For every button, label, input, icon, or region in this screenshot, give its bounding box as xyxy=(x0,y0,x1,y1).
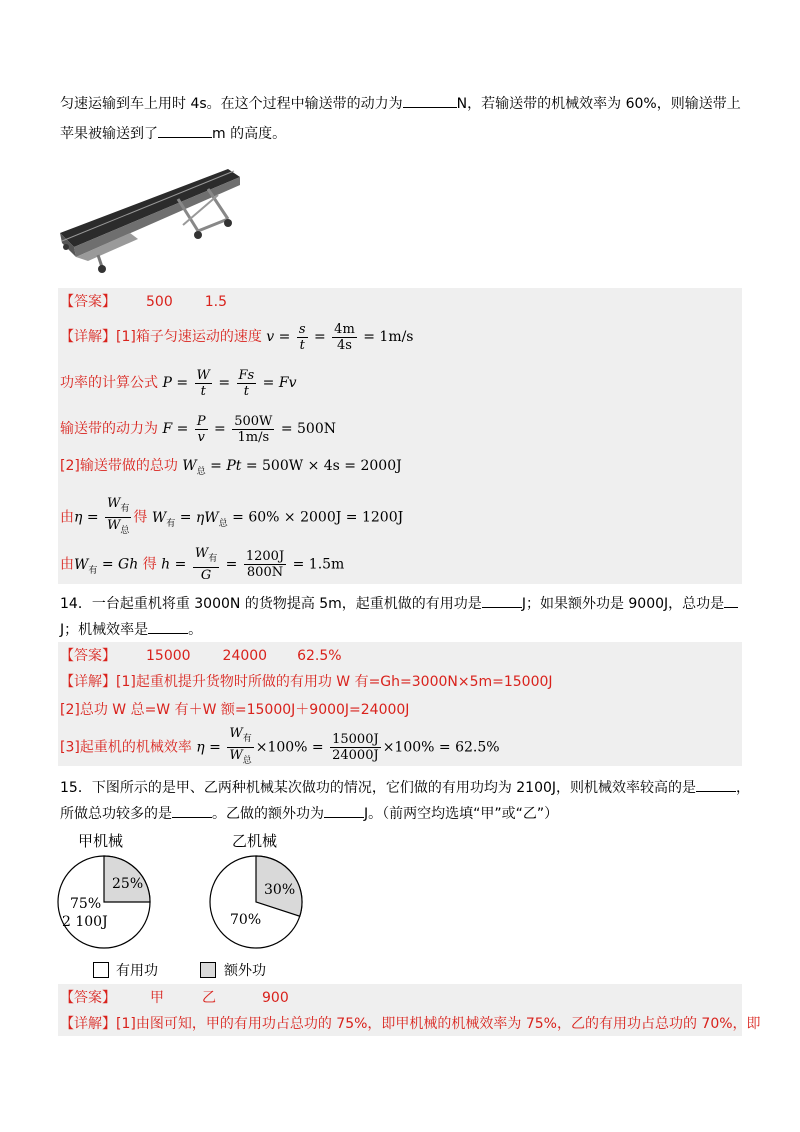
pie-jia-extra-label: 25% xyxy=(112,876,144,892)
pie-jia-useful-value: 2 100J xyxy=(62,914,108,930)
q14-stem-line1: 14．一台起重机将重 3000N 的货物提高 5m，起重机做的有用功是 J；如果额外功是 9000J，总功是 xyxy=(60,594,738,614)
pie-yi-title: 乙机械 xyxy=(232,832,278,850)
q13-stem-line2: 苹果被输送到了 m 的高度。 xyxy=(60,126,287,142)
pie-jia-useful-label: 75% xyxy=(70,896,102,912)
q15-stem-line2: 所做总功较多的是 。乙做的额外功为 J。（前两空均选填“甲”或“乙”） xyxy=(60,806,559,822)
q13-stem-line1: 匀速运输到车上用时 4s。在这个过程中输送带的动力为 N，若输送带的机械效率为 60%，则输送带上 xyxy=(60,96,741,112)
q13-detail-3: 输送带的动力为 F = $\frac{P}{v}$ = $\frac{500W}{1m/s}$ = 500N xyxy=(60,413,336,445)
q13-blank-1[interactable] xyxy=(403,94,457,108)
q13-blank-2[interactable] xyxy=(158,124,212,138)
q14-answer: 【答案】 15000 24000 62.5% xyxy=(60,648,342,664)
q13-detail-1: 【详解】[1]箱子匀速运动的速度 v = $\frac{s}{t}$ = $\frac{4m}{4s}$ = 1m/s xyxy=(60,321,414,353)
q13-detail-6: 由$W_有 = Gh$ 得 h = $\frac{W_有}{G}$ = $\frac{1200J}{800N}$ = 1.5m xyxy=(60,546,345,583)
q15-blank-3[interactable] xyxy=(324,804,364,818)
q15-blank-2[interactable] xyxy=(172,804,212,818)
legend-extra-label: 额外功 xyxy=(224,963,266,979)
q13-detail-4: [2]输送带做的总功 $W_总 = Pt = 500W \times 4s = 2000J$ xyxy=(60,458,402,477)
q13-answer: 【答案】 500 1.5 xyxy=(60,294,227,310)
q14-blank-1[interactable] xyxy=(482,594,522,608)
q14-detail-1: 【详解】[1]起重机提升货物时所做的有用功 W 有=Gh=3000N×5m=15000J xyxy=(60,674,553,690)
pie-yi xyxy=(206,852,316,962)
q14-stem-line2: J；机械效率是 。 xyxy=(60,622,203,638)
q13-detail-2: 功率的计算公式 P = $\frac{W}{t}$ = $\frac{Fs}{t}$ = Fv xyxy=(60,367,297,399)
pie-yi-useful-label: 70% xyxy=(230,912,262,928)
q14-detail-2: [2]总功 W 总=W 有＋W 额=15000J＋9000J=24000J xyxy=(60,702,410,718)
legend-useful-swatch xyxy=(93,962,109,978)
pie-yi-extra-label: 30% xyxy=(264,882,296,898)
q13-detail-5: 由η = $\frac{W_有}{W_总}$ 得 $W_有 = \eta W_总 = 60\% \times 2000J = 1200J$ xyxy=(60,496,404,536)
legend-useful-label: 有用功 xyxy=(116,963,158,979)
q14-blank-2[interactable] xyxy=(724,594,738,608)
q15-detail-1: 【详解】[1]由图可知，甲的有用功占总功的 75%，即甲机械的机械效率为 75%，乙的有用功占总功的 70%，即 xyxy=(60,1016,761,1032)
q14-detail-3: [3]起重机的机械效率 η = $\frac{W_有}{W_总}$ ×100% = $\frac{15000J}{24000J}$ ×100% = 62.5% xyxy=(60,726,500,766)
q15-stem-line1: 15．下图所示的是甲、乙两种机械某次做功的情况，它们做的有用功均为 2100J，则机械效率较高的是 ， xyxy=(60,780,751,796)
conveyor-belt-image xyxy=(58,155,248,280)
q14-blank-3[interactable] xyxy=(148,620,188,634)
legend-extra-swatch xyxy=(200,962,216,978)
q15-blank-1[interactable] xyxy=(696,778,736,792)
pie-jia-title: 甲机械 xyxy=(78,832,124,850)
q15-answer: 【答案】 甲 乙 900 xyxy=(60,990,289,1006)
